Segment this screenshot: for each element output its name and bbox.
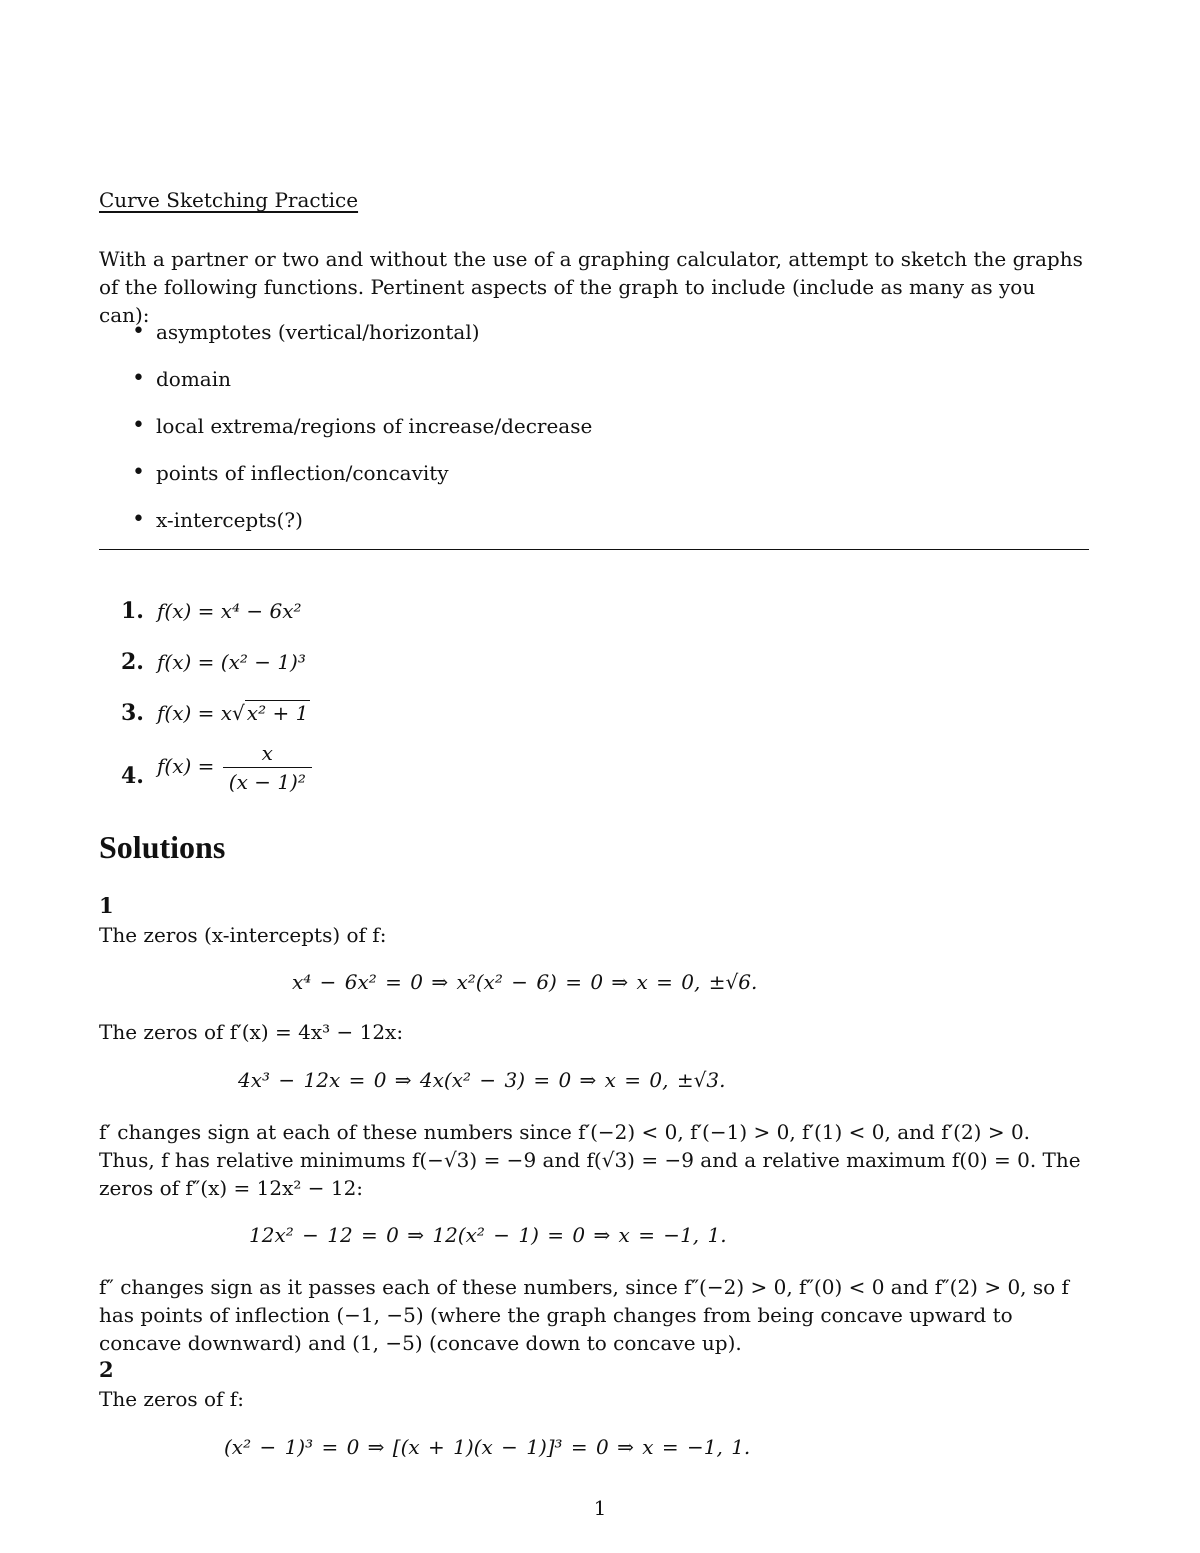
list-item: • domain (99, 365, 592, 412)
list-item: • x-intercepts(?) (99, 506, 592, 553)
list-item: • local extrema/regions of increase/decrease (99, 412, 592, 459)
list-item: • asymptotes (vertical/horizontal) (99, 318, 592, 365)
list-item: • points of inflection/concavity (99, 459, 592, 506)
problem-expression (157, 741, 314, 794)
fraction-numerator: x (223, 741, 312, 768)
solution-text: The zeros of f′(x) = 4x³ − 12x: (99, 1020, 404, 1044)
solution-paragraph: f′ changes sign at each of these numbers since f′(−2) < 0, f′(−1) > 0, f′(1) < 0, and f′(2) > 0. Thus, f has relative minimums f(−√3) = −9 and f(√3) = −9 and a relative maximum f(0) = 0. The zeros of f″(x) = 12x² − 12: (99, 1120, 1081, 1200)
problem-expression: f(x) = x⁴ − 6x² (157, 599, 302, 623)
equation: 12x² − 12 = 0 ⇒ 12(x² − 1) = 0 ⇒ x = −1, 1. (249, 1223, 727, 1247)
equation: 4x³ − 12x = 0 ⇒ 4x(x² − 3) = 0 ⇒ x = 0, ±√3. (238, 1068, 726, 1092)
solution-paragraph: f″ changes sign as it passes each of these numbers, since f″(−2) > 0, f″(0) < 0 and f″(2) > 0, so f has points of inflection (−1, −5) (where the graph changes from being concave upward to concave downward) and (1, −5) (concave down to concave up). (99, 1275, 1069, 1355)
problem-number: 1. (121, 598, 144, 624)
problem-number: 4. (121, 763, 144, 789)
solution-text: The zeros (x-intercepts) of f: (99, 923, 387, 947)
sqrt-sign: √ (232, 701, 245, 725)
solution-1-label: 1 (99, 893, 114, 918)
section-divider (99, 549, 1089, 550)
expression-lhs: f(x) = x (157, 701, 233, 725)
equation: x⁴ − 6x² = 0 ⇒ x²(x² − 6) = 0 ⇒ x = 0, ±√6. (292, 970, 758, 994)
problem-number: 3. (121, 700, 144, 726)
solutions-heading: Solutions (99, 829, 226, 865)
solution-text: The zeros of f: (99, 1387, 244, 1411)
page-title: Curve Sketching Practice (99, 188, 359, 212)
page-number: 1 (593, 1496, 607, 1520)
fraction (223, 741, 312, 794)
solution-2-label: 2 (99, 1357, 114, 1382)
document-page (99, 0, 1089, 1553)
expression-lhs: f(x) = (157, 754, 215, 778)
equation: (x² − 1)³ = 0 ⇒ [(x + 1)(x − 1)]³ = 0 ⇒ x = −1, 1. (224, 1435, 751, 1459)
aspects-list (99, 318, 592, 553)
problem-expression (157, 701, 310, 725)
intro-paragraph: With a partner or two and without the use of a graphing calculator, attempt to sketch the graphs of the following functions. Pertinent aspects of the graph to include (include as many as you can): (99, 247, 1083, 327)
problem-number: 2. (121, 649, 144, 675)
problem-expression: f(x) = (x² − 1)³ (157, 650, 306, 674)
sqrt-radicand: x² + 1 (246, 701, 309, 725)
fraction-denominator: (x − 1)² (228, 770, 306, 794)
